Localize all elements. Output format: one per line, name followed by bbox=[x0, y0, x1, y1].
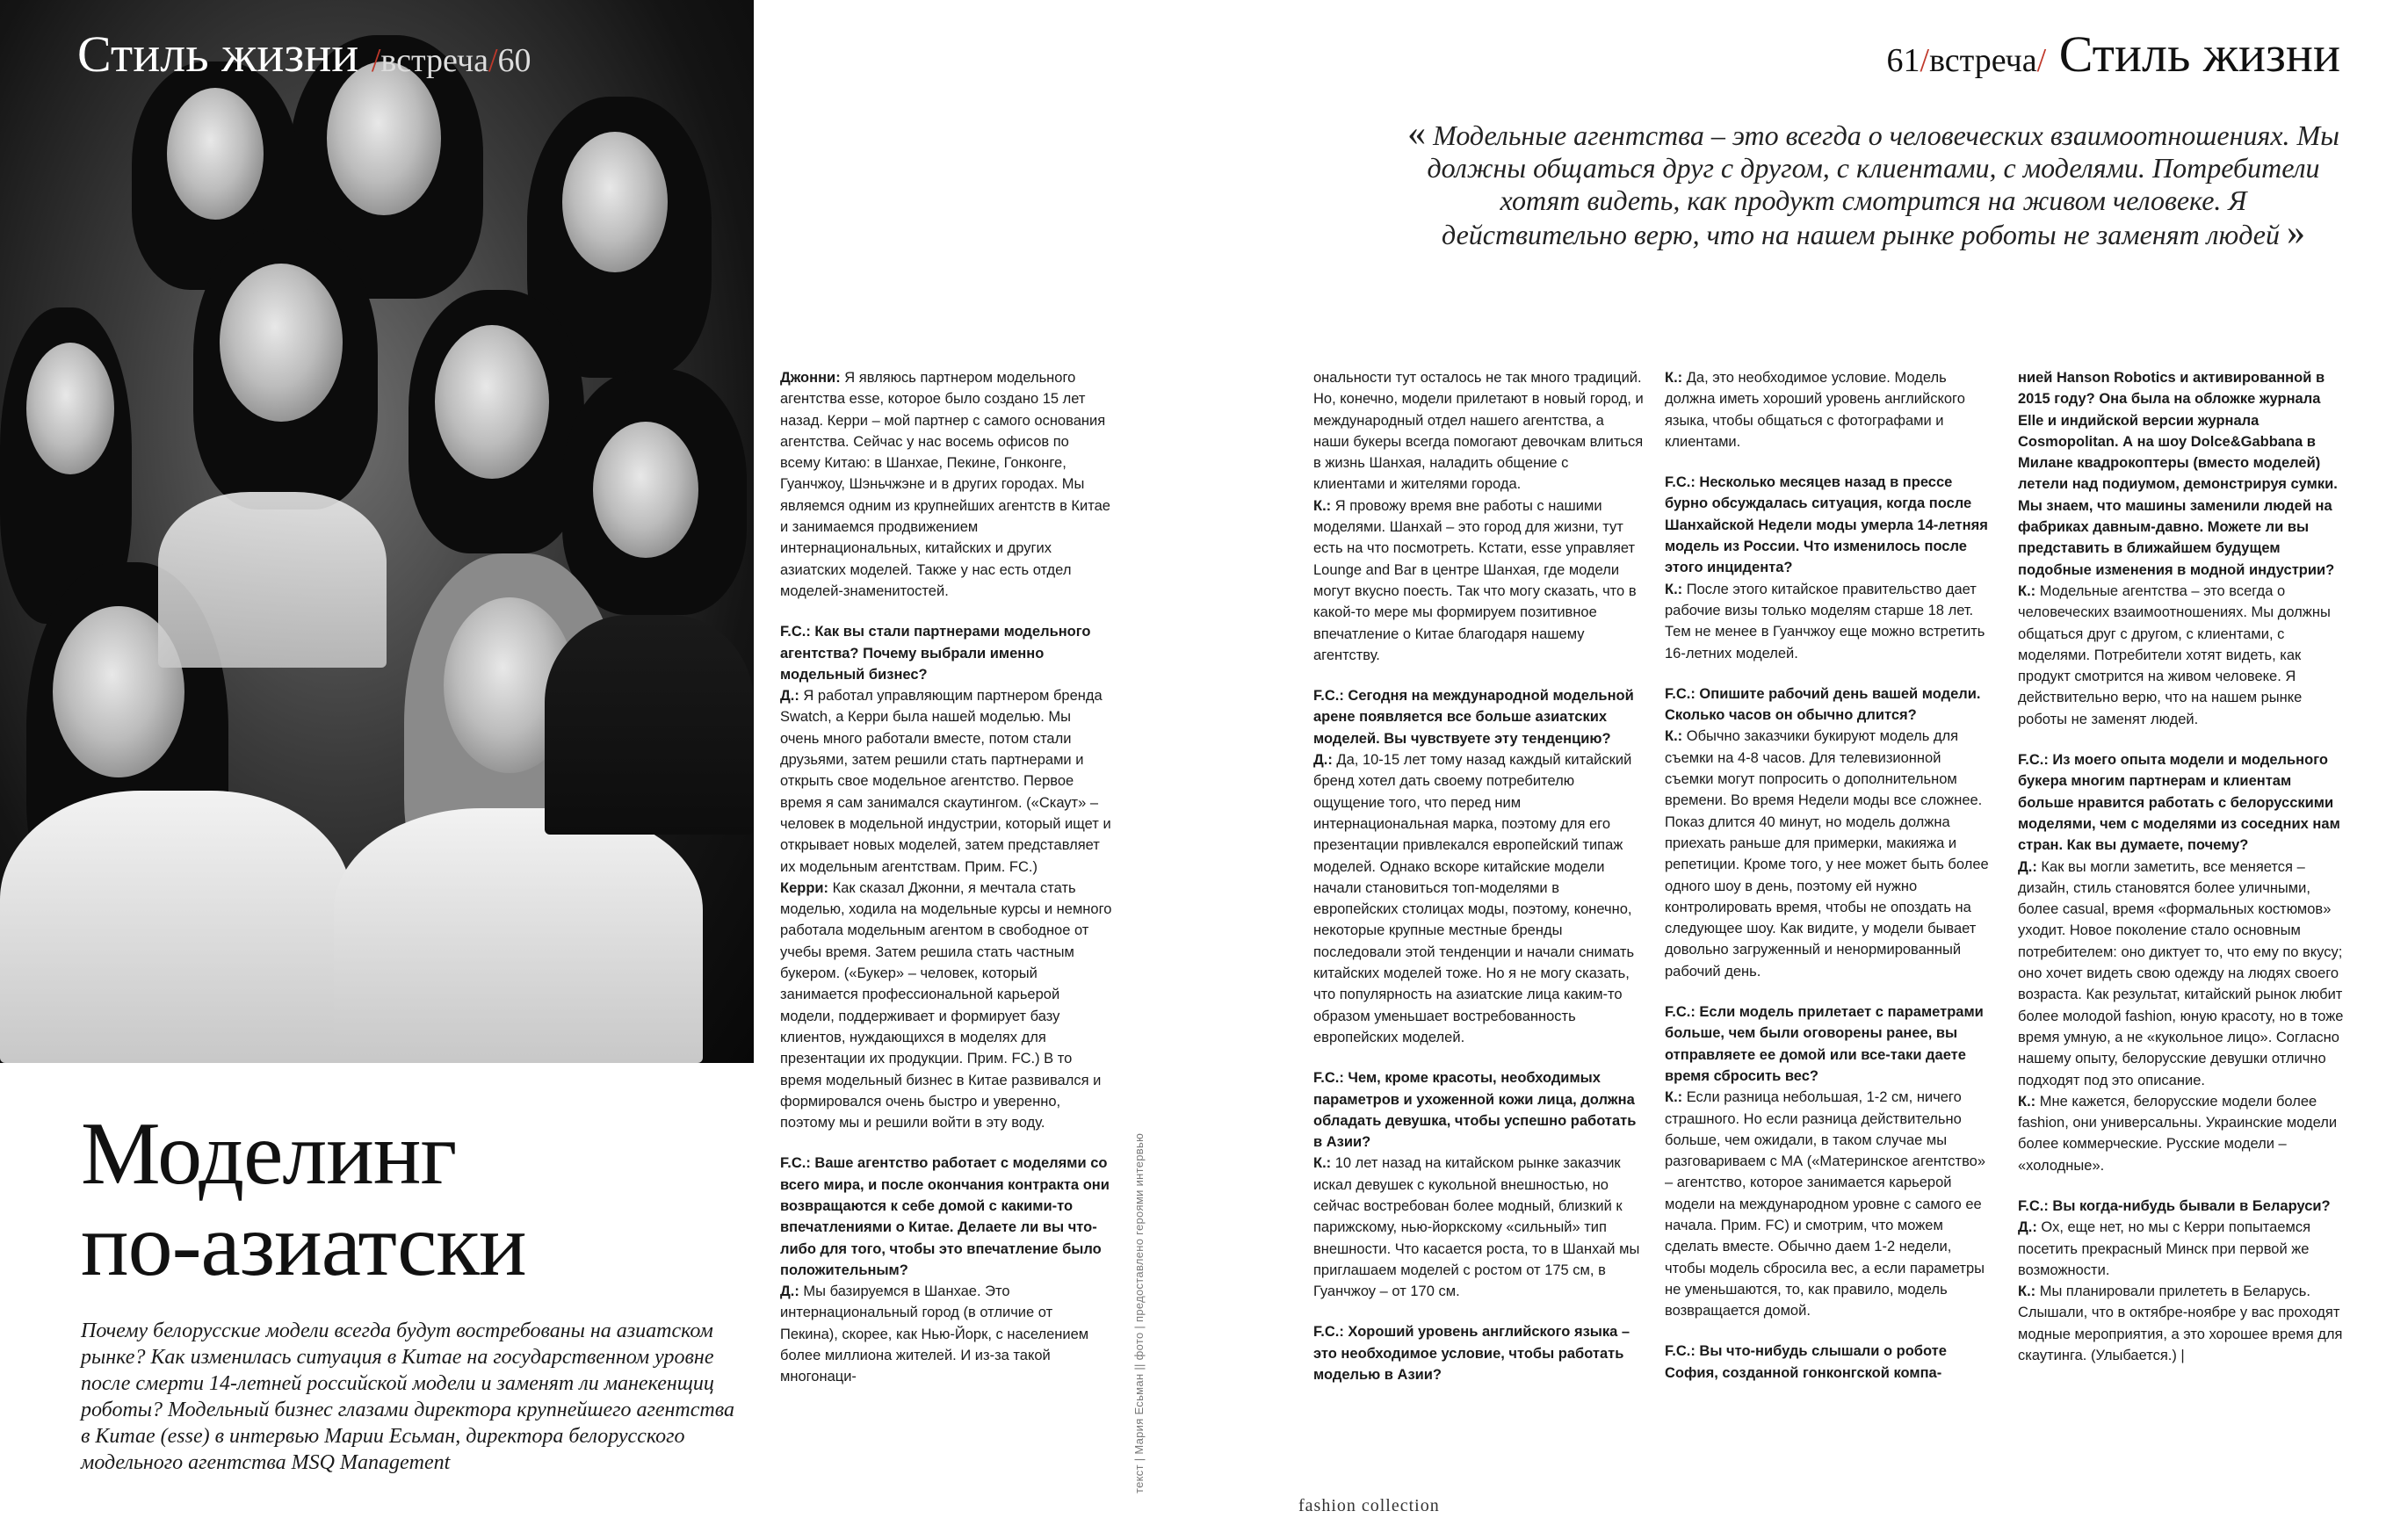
paragraph: Я являюсь партнером модельного агентства esse, которое было создано 15 лет назад. Керри – мой партнер с самого основания агентства. Сейчас у нас восемь офисов по всему Китаю: в Шанхае, Пекине, Гонконге, Гуанчжоу, Шэньчжэне и в других городах. Мы являемся одним из крупнейших агентств в Китае и занимаемся продвижением интернациональных, китайских и других азиатских моделей. Также у нас есть отдел моделей-знаменитостей. bbox=[780, 370, 1110, 599]
question: F.C.: Из моего опыта модели и модельного букера многим партнерам и клиентам больше нравится работать с белорусскими моделями, чем с моделями из соседних нам стран. Как вы думаете, почему? bbox=[2018, 752, 2340, 854]
page-number-left: 60 bbox=[497, 42, 531, 79]
paragraph: Ох, еще нет, но мы с Керри попытаемся посетить прекрасный Минск при первой же возможности. bbox=[2018, 1219, 2311, 1278]
question: F.C.: Вы когда-нибудь бывали в Беларуси? bbox=[2018, 1197, 2331, 1214]
paragraph: Я провожу время вне работы с нашими моделями. Шанхай – это город для жизни, тут есть на что посмотреть. Кстати, esse управляет Lounge and Bar в центре Шанхая, где модели могут вкусно поесть. Так что могу сказать, что в какой-то мере мы формируем позитивное впечатление о Китае благодаря нашему агентству. bbox=[1313, 497, 1637, 663]
speaker: К.: bbox=[1313, 497, 1332, 514]
header-slash: / bbox=[1920, 42, 1930, 79]
quote-text: Модельные агентства – это всегда о человеческих взаимоотношениях. Мы должны общаться друг с другом, с клиентами, с моделями. Потребители хотят видеть, как продукт смотрится на живом человеке. Я действительно верю, что на нашем рынке роботы не заменят людей bbox=[1427, 119, 2339, 250]
speaker: К.: bbox=[2018, 1283, 2036, 1300]
question: F.C.: Вы что-нибудь слышали о роботе София, созданной гонконгской компа- bbox=[1665, 1343, 1947, 1381]
quote-open-mark: « bbox=[1407, 113, 1427, 154]
question: F.C.: Хороший уровень английского языка – это необходимое условие, чтобы работать моделью в Азии? bbox=[1313, 1324, 1630, 1384]
speaker: Д.: bbox=[780, 1283, 799, 1300]
paragraph: Если разница небольшая, 1-2 см, ничего страшного. Но если разница действительно больше, чем ожидали, в таком случае мы разговариваем с МА («Материнское агентство» – агентство, которое занимается карьерой модели на международном уровне с самого ее начала. Прим. FC) и смотрим, что можем сделать вместе. Обычно даем 1-2 недели, чтобы модель сбросила вес, а если параметры не уменьшаются, то, как правило, модель возвращается домой. bbox=[1665, 1089, 1986, 1319]
paragraph: Мы планировали прилететь в Беларусь. Слышали, что в октябре-ноябре у вас проходят модные мероприятия, а это хорошее время для скаутинга. (Улыбается.) | bbox=[2018, 1283, 2343, 1364]
paragraph: Мне кажется, белорусские модели более fashion, они универсальны. Украинские модели более коммерческие. Русские модели – «холодные». bbox=[2018, 1093, 2338, 1174]
paragraph: После этого китайское правительство дает рабочие визы только моделям старше 18 лет. Тем не менее в Гуанчжоу еще можно встретить 16-летних моделей. bbox=[1665, 581, 1985, 662]
text-column-2 bbox=[1313, 367, 1644, 1385]
cover-photo bbox=[0, 0, 754, 1063]
text-column-1 bbox=[780, 367, 1112, 1388]
speaker: К.: bbox=[2018, 582, 2036, 599]
paragraph: Да, это необходимое условие. Модель должна иметь хороший уровень английского языка, чтобы общаться с фотографами и клиентами. bbox=[1665, 370, 1965, 450]
header-left bbox=[77, 25, 531, 83]
article-title-line: по-азиатски bbox=[81, 1196, 526, 1295]
speaker: К.: bbox=[1665, 728, 1683, 745]
speaker: К.: bbox=[1665, 370, 1683, 386]
magazine-footer: fashion collection bbox=[1298, 1496, 1440, 1515]
article-title bbox=[81, 1104, 526, 1295]
question: F.C.: Ваше агентство работает с моделями со всего мира, и после окончания контракта они возвращаются к себе домой с какими-то впечатлениями о Китае. Делаете ли вы что-либо для того, чтобы это впечатление было положительным? bbox=[780, 1155, 1110, 1278]
paragraph: ональности тут осталось не так много традиций. Но, конечно, модели прилетают в новый город, и международный отдел нашего агентства, а наши букеры всегда помогают девочкам влиться в жизнь Шанхая, наладить общение с клиентами и жителями города. bbox=[1313, 370, 1644, 493]
photo-credit: текст | Мария Есьман || фото | предоставлено героями интервью bbox=[1132, 1132, 1146, 1493]
speaker: К.: bbox=[1313, 1155, 1332, 1172]
text-column-3 bbox=[1665, 367, 1992, 1384]
question: F.C.: Если модель прилетает с параметрами больше, чем были оговорены ранее, вы отправляете ее домой или все-таки даете время сбросить вес? bbox=[1665, 1004, 1984, 1084]
paragraph: 10 лет назад на китайском рынке заказчик искал девушек с кукольной внешностью, но сейчас востребован более модный, близкий к парижскому, нью-йоркскому «сильный» тип внешности. Что касается роста, то в Шанхай мы приглашаем моделей с ростом от 175 см, в Гуанчжоу – от 170 см. bbox=[1313, 1155, 1640, 1300]
speaker: К.: bbox=[1665, 1089, 1683, 1106]
header-slash: / bbox=[371, 42, 381, 79]
pull-quote bbox=[1406, 113, 2341, 253]
header-section: встреча bbox=[1929, 42, 2037, 79]
speaker: К.: bbox=[1665, 581, 1683, 597]
quote-close-mark: » bbox=[2286, 213, 2305, 253]
article-title-line: Моделинг bbox=[81, 1104, 457, 1204]
header-section: встреча bbox=[380, 42, 488, 79]
speaker: Д.: bbox=[1313, 752, 1333, 769]
question: F.C.: Чем, кроме красоты, необходимых параметров и ухоженной кожи лица, должна обладать девушка, чтобы успешно работать в Азии? bbox=[1313, 1070, 1637, 1151]
question: нией Hanson Robotics и активированной в 2015 году? Она была на обложке журнала Elle и индийской версии журнала Cosmopolitan. А на шоу Dolce&Gabbana в Милане квадрокоптеры (вместо моделей) летели над подиумом, демонстрируя сумки. Мы знаем, что машины заменили людей на фабриках давным-давно. Можете ли вы представить в ближайшем будущем подобные изменения в модной индустрии? bbox=[2018, 370, 2338, 578]
speaker: Д.: bbox=[2018, 1219, 2037, 1236]
question: F.C.: Сегодня на международной модельной арене появляется все больше азиатских моделей. Вы чувствуете эту тенденцию? bbox=[1313, 688, 1634, 747]
question: F.C.: Несколько месяцев назад в прессе бурно обсуждалась ситуация, когда после Шанхайской Недели моды умерла 14-летняя модель из России. Что изменилось после этого инцидента? bbox=[1665, 474, 1988, 576]
paragraph: Как сказал Джонни, я мечтала стать моделью, ходила на модельные курсы и немного работала модельным агентом в свободное от учебы время. Затем решила стать частным букером. («Букер» – человек, который занимается профессиональной карьерой модели, поддерживает и формирует базу клиентов, нуждающихся в моделях для презентации их продукции. Прим. FC.) В то время модельный бизнес в Китае развивался и формировался очень быстро и уверенно, поэтому мы и решили войти в эту воду. bbox=[780, 879, 1112, 1132]
speaker: Керри: bbox=[780, 879, 829, 896]
paragraph: Я работал управляющим партнером бренда Swatch, а Керри была нашей моделью. Мы очень много работали вместе, потом стали друзьями, затем решили стать партнерами и открыть свое модельное агентство. Первое время я сам занимался скаутингом. («Скаут» – человек в модельной индустрии, который ищет и открывает новых моделей, затем представляет их модельным агентствам. Прим. FC.) bbox=[780, 688, 1111, 875]
header-slash: / bbox=[488, 42, 498, 79]
text-column-4 bbox=[2018, 367, 2345, 1366]
header-slash: / bbox=[2036, 42, 2047, 79]
speaker: К.: bbox=[2018, 1093, 2036, 1110]
speaker: Д.: bbox=[780, 688, 799, 705]
header-right bbox=[1887, 25, 2341, 83]
section-title: Стиль жизни bbox=[2058, 25, 2340, 83]
paragraph: Да, 10-15 лет тому назад каждый китайский бренд хотел дать своему потребителю ощущение того, что перед ним интернациональная марка, поэтому для его презентации привлекался европейский типаж моделей. Однако вскоре китайские модели начали становиться топ-моделями в европейских столицах моды, поэтому, конечно, некоторые крупные местные бренды последовали этой тенденции и начали снимать китайских моделей тоже. Но я не могу сказать, что популярность на азиатские лица каким-то образом уменьшает востребованность европейских моделей. bbox=[1313, 752, 1635, 1045]
speaker: Джонни: bbox=[780, 370, 841, 386]
paragraph: Модельные агентства – это всегда о человеческих взаимоотношениях. Мы должны общаться друг с другом, с клиентами, с моделями. Потребители хотят видеть, как продукт смотрится на живом человеке. Я действительно верю, что на нашем рынке роботы не заменят людей. bbox=[2018, 582, 2331, 727]
question: F.C.: Как вы стали партнерами модельного агентства? Почему выбрали именно модельный бизнес? bbox=[780, 624, 1091, 683]
paragraph: Мы базируемся в Шанхае. Это интернациональный город (в отличие от Пекина), скорее, как Нью-Йорк, с населением более миллиона жителей. И из-за такой многонаци- bbox=[780, 1283, 1089, 1385]
article-lead: Почему белорусские модели всегда будут востребованы на азиатском рынке? Как изменилась ситуация в Китае на государственном уровне после смерти 14-летней российской модели и заменят ли манекенщиц роботы? Модельный бизнес глазами директора крупнейшего агентства в Китае (esse) в интервью Марии Есьман, директора белорусского модельного агентства MSQ Management bbox=[81, 1319, 734, 1474]
section-title: Стиль жизни bbox=[77, 25, 359, 83]
speaker: Д.: bbox=[2018, 858, 2037, 875]
question: F.C.: Опишите рабочий день вашей модели. Сколько часов он обычно длится? bbox=[1665, 685, 1981, 724]
paragraph: Как вы могли заметить, все меняется – дизайн, стиль становятся более уличными, более casual, время «формальных костюмов» уходит. Новое поколение стало основным потребителем: оно диктует то, что ему по вкусу; оно хочет видеть свою одежду на людях своего возраста. Как результат, китайский рынок любит более молодой fashion, юную красоту, но в тоже время умную, а не «кукольное лицо». Согласно нашему опыту, белорусские девушки отлично подходят под это описание. bbox=[2018, 858, 2344, 1088]
page-number-right: 61 bbox=[1886, 42, 1920, 79]
paragraph: Обычно заказчики букируют модель для съемки на 4-8 часов. Для телевизионной съемки могут попросить о дополнительном времени. Во время Недели моды все сложнее. Показ длится 40 минут, но модель должна приехать раньше для примерки, макияжа и репетиции. Кроме того, у нее может быть более одного шоу в день, поэтому ей нужно контролировать время, чтобы не опоздать на следующее шоу. Как видите, у модели бывает довольно загруженный и ненормированный рабочий день. bbox=[1665, 728, 1989, 980]
